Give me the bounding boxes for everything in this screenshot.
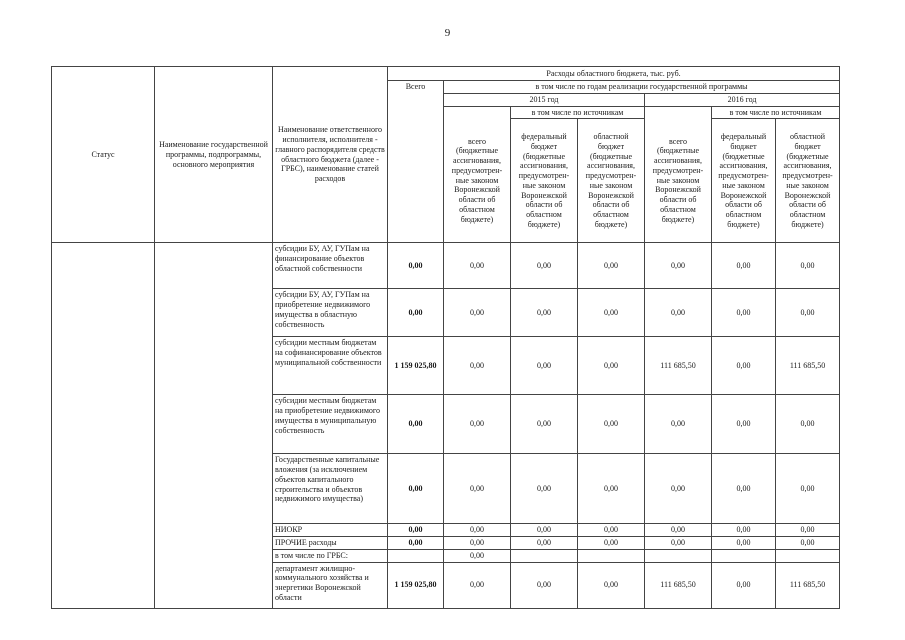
- row-2015-regional: 0,00: [578, 537, 645, 550]
- row-name: субсидии БУ, АУ, ГУПам на приобретение недвижимого имущества в областную собственность: [273, 289, 388, 337]
- row-2016-regional: 0,00: [776, 289, 840, 337]
- row-2015-regional: 0,00: [578, 524, 645, 537]
- row-2016-federal: 0,00: [712, 524, 776, 537]
- header-2016-all: всего (бюджетные ассигнования, предусмотрен-ные законом Воронежской области об областном бюджете): [645, 119, 712, 243]
- row-2015-regional: 0,00: [578, 289, 645, 337]
- row-2016-federal: 0,00: [712, 243, 776, 289]
- row-2016-all: 0,00: [645, 454, 712, 524]
- header-year-2015: 2015 год: [444, 93, 645, 106]
- row-2016-all: 0,00: [645, 524, 712, 537]
- row-total: 0,00: [388, 243, 444, 289]
- row-2016-federal: [712, 549, 776, 562]
- row-2015-all: 0,00: [444, 289, 511, 337]
- header-expenses: Расходы областного бюджета, тыс. руб.: [388, 67, 840, 81]
- row-2015-federal: 0,00: [511, 289, 578, 337]
- row-total: 0,00: [388, 454, 444, 524]
- row-2015-federal: 0,00: [511, 537, 578, 550]
- header-program-name: Наименование государственной программы, подпрограммы, основного мероприятия: [155, 67, 273, 243]
- header-year-2016: 2016 год: [645, 93, 840, 106]
- header-executor-name: Наименование ответственного исполнителя, исполнителя - главного распорядителя средств областного бюджета (далее - ГРБС), наименование статей расходов: [273, 67, 388, 243]
- row-2015-all: 0,00: [444, 549, 511, 562]
- row-2015-all: 0,00: [444, 454, 511, 524]
- row-total: 0,00: [388, 524, 444, 537]
- row-2015-federal: 0,00: [511, 395, 578, 454]
- header-2015-regional: областной бюджет (бюджетные ассигнования, предусмотрен-ные законом Воронежской области об областном бюджете): [578, 119, 645, 243]
- table-row: [52, 243, 840, 289]
- header-2016-federal: федеральный бюджет (бюджетные ассигнования, предусмотрен-ные законом Воронежской области об областном бюджете): [712, 119, 776, 243]
- row-total: 0,00: [388, 395, 444, 454]
- row-2016-all: 111 685,50: [645, 562, 712, 608]
- row-name: субсидии БУ, АУ, ГУПам на финансирование объектов областной собственности: [273, 243, 388, 289]
- row-name: ПРОЧИЕ расходы: [273, 537, 388, 550]
- row-2016-all: 111 685,50: [645, 337, 712, 395]
- row-2015-all: 0,00: [444, 562, 511, 608]
- status-cell: [52, 243, 155, 608]
- row-name: субсидии местным бюджетам на приобретение недвижимого имущества в муниципальную собственность: [273, 395, 388, 454]
- row-2016-all: [645, 549, 712, 562]
- row-total: 0,00: [388, 537, 444, 550]
- row-2015-regional: [578, 549, 645, 562]
- row-2015-regional: 0,00: [578, 454, 645, 524]
- header-status: Статус: [52, 67, 155, 243]
- row-2015-federal: 0,00: [511, 524, 578, 537]
- row-2016-regional: 111 685,50: [776, 562, 840, 608]
- header-sources-2016: в том числе по источникам: [712, 106, 840, 119]
- row-2015-regional: 0,00: [578, 395, 645, 454]
- row-2016-regional: 0,00: [776, 395, 840, 454]
- row-name: НИОКР: [273, 524, 388, 537]
- budget-table: [51, 66, 840, 609]
- row-2016-federal: 0,00: [712, 395, 776, 454]
- row-2016-all: 0,00: [645, 537, 712, 550]
- row-name: департамент жилищно-коммунального хозяйства и энергетики Воронежской области: [273, 562, 388, 608]
- header-by-years: в том числе по годам реализации государственной программы: [444, 81, 840, 94]
- header-total: Всего: [388, 81, 444, 243]
- row-2016-regional: 111 685,50: [776, 337, 840, 395]
- row-total: 1 159 025,80: [388, 337, 444, 395]
- row-2015-federal: 0,00: [511, 454, 578, 524]
- row-name: субсидии местным бюджетам на софинансирование объектов муниципальной собственности: [273, 337, 388, 395]
- row-2015-all: 0,00: [444, 395, 511, 454]
- row-2016-regional: 0,00: [776, 537, 840, 550]
- row-total: 0,00: [388, 289, 444, 337]
- header-sources-2015: в том числе по источникам: [511, 106, 645, 119]
- row-2016-federal: 0,00: [712, 289, 776, 337]
- row-2015-all: 0,00: [444, 537, 511, 550]
- row-2016-all: 0,00: [645, 289, 712, 337]
- row-name: в том числе по ГРБС:: [273, 549, 388, 562]
- page-number: 9: [444, 27, 451, 39]
- row-2015-all: 0,00: [444, 243, 511, 289]
- row-2016-regional: [776, 549, 840, 562]
- row-2015-federal: 0,00: [511, 243, 578, 289]
- row-2016-federal: 0,00: [712, 537, 776, 550]
- row-total: [388, 549, 444, 562]
- row-2016-federal: 0,00: [712, 454, 776, 524]
- row-2015-all: 0,00: [444, 337, 511, 395]
- header-2015-all: всего (бюджетные ассигнования, предусмотрен-ные законом Воронежской области об областном бюджете): [444, 119, 511, 243]
- row-2016-federal: 0,00: [712, 562, 776, 608]
- row-2016-all: 0,00: [645, 243, 712, 289]
- row-2015-regional: 0,00: [578, 337, 645, 395]
- row-2016-all: 0,00: [645, 395, 712, 454]
- row-2015-regional: 0,00: [578, 243, 645, 289]
- header-2016-regional: областной бюджет (бюджетные ассигнования, предусмотрен-ные законом Воронежской области об областном бюджете): [776, 119, 840, 243]
- program-cell: [155, 243, 273, 608]
- row-2015-federal: 0,00: [511, 562, 578, 608]
- row-2015-all: 0,00: [444, 524, 511, 537]
- row-2015-federal: 0,00: [511, 337, 578, 395]
- row-2016-regional: 0,00: [776, 454, 840, 524]
- header-2015-federal: федеральный бюджет (бюджетные ассигнования, предусмотрен-ные законом Воронежской области об областном бюджете): [511, 119, 578, 243]
- row-2015-federal: [511, 549, 578, 562]
- row-name: Государственные капитальные вложения (за исключением объектов капитального строительства и объектов недвижимого имущества): [273, 454, 388, 524]
- row-2016-regional: 0,00: [776, 524, 840, 537]
- row-2016-federal: 0,00: [712, 337, 776, 395]
- row-total: 1 159 025,80: [388, 562, 444, 608]
- row-2015-regional: 0,00: [578, 562, 645, 608]
- row-2016-regional: 0,00: [776, 243, 840, 289]
